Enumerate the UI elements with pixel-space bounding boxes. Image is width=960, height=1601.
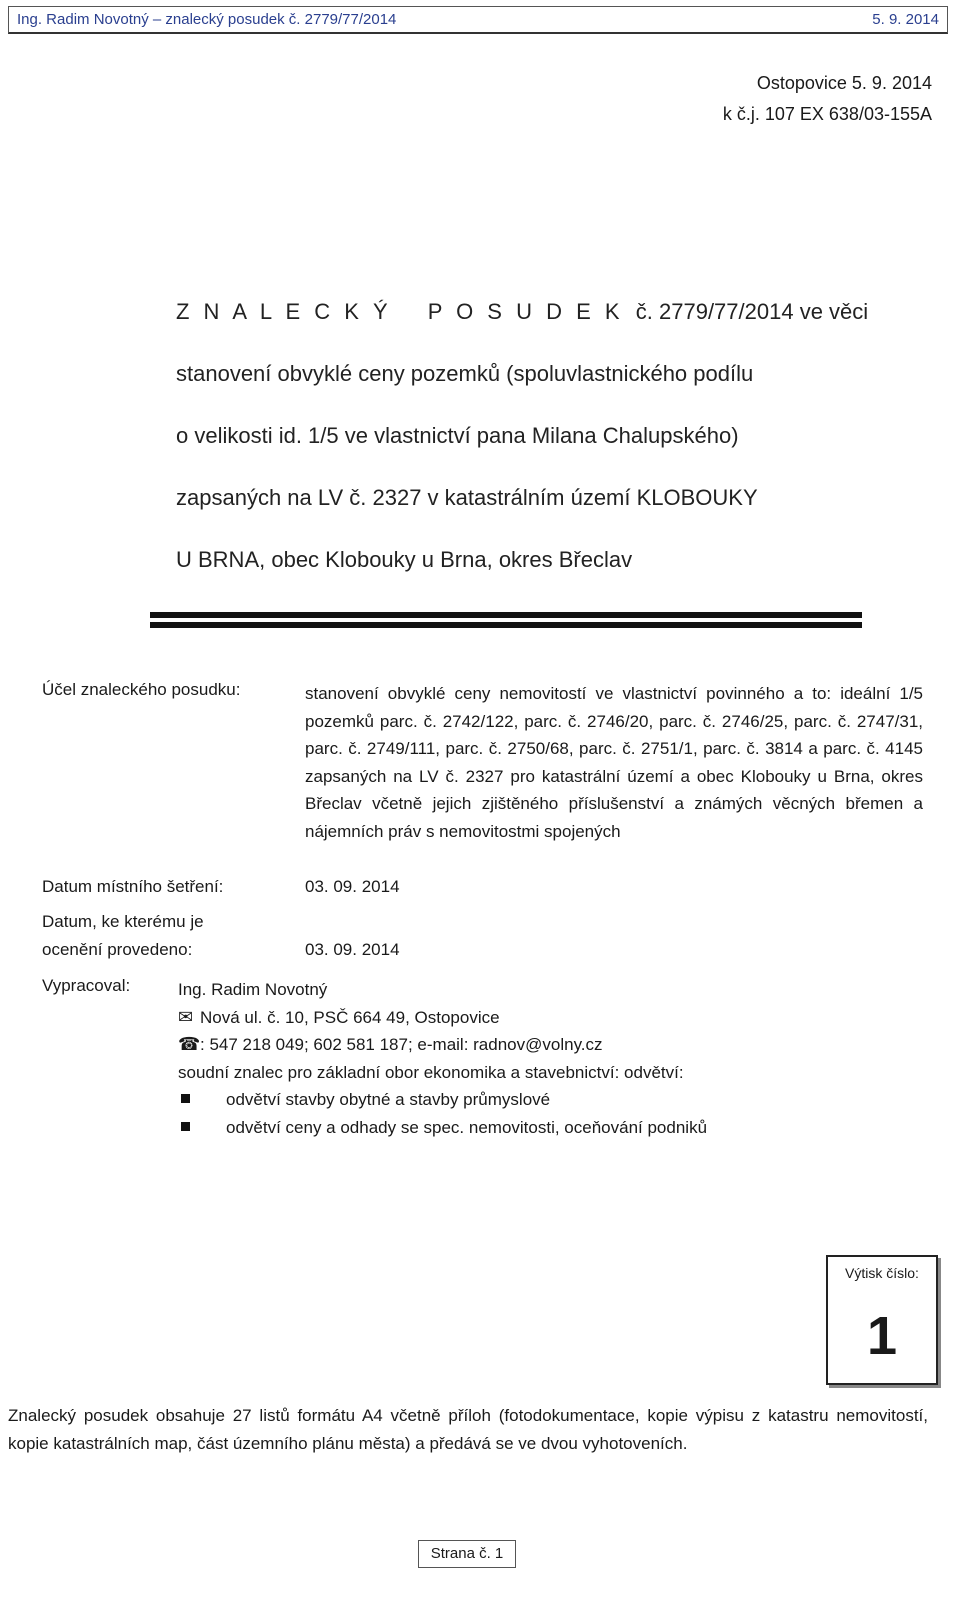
contact-line xyxy=(178,1031,878,1059)
field-text: odvětví stavby obytné a stavby průmyslové xyxy=(226,1090,551,1109)
telephone-icon: ☎ xyxy=(178,1034,201,1054)
title-line-1 xyxy=(176,292,869,354)
list-item xyxy=(178,1086,878,1114)
place-date-line: Ostopovice 5. 9. 2014 xyxy=(756,73,932,93)
prepared-by-label: Vypracoval: xyxy=(42,976,131,995)
title-word-posudek: P O S U D E K xyxy=(427,299,624,324)
envelope-icon: ✉ xyxy=(178,1006,194,1027)
valuation-date-label-1: Datum, ke kterému je xyxy=(42,912,204,931)
list-item xyxy=(178,1114,878,1142)
survey-date-label: Datum místního šetření: xyxy=(42,877,224,896)
expert-name: Ing. Radim Novotný xyxy=(178,980,328,999)
contact-text: : 547 218 049; 602 581 187; e-mail: radnov@volny.cz xyxy=(200,1035,603,1054)
header-title: Ing. Radim Novotný – znalecký posudek č. 2779/77/2014 xyxy=(17,11,397,28)
copy-number-value: 1 xyxy=(866,1306,898,1366)
page-header xyxy=(8,6,948,34)
copy-number-box xyxy=(826,1255,938,1385)
title-line-3: o velikosti id. 1/5 ve vlastnictví pana Milana Chalupského) xyxy=(176,423,739,448)
purpose-text: stanovení obvyklé ceny nemovitostí ve vlastnictví povinného a to: ideální 1/5 pozemků parc. č. 2742/122, parc. č. 2746/20, parc. č. 2746/25, parc. č. 2747/31, parc. č. 2749/111, parc. č. 2750/68, parc. č. 2751/1, parc. č. 3814 a parc. č. 4145 zapsaných na LV č. 2327 pro katastrální území a obec Klobouky u Brna, okres Břeclav včetně jejich zjištěného příslušenství a známých věcných břemen a nájemních práv s nemovitostmi spojených xyxy=(305,684,923,841)
valuation-date-value: 03. 09. 2014 xyxy=(305,940,400,959)
address-line xyxy=(178,1004,878,1032)
title-word-znalecky: Z N A L E C K Ý xyxy=(176,299,392,324)
document-title xyxy=(176,292,869,602)
purpose-label: Účel znaleckého posudku: xyxy=(42,680,241,699)
title-line-4: zapsaných na LV č. 2327 v katastrálním území KLOBOUKY xyxy=(176,485,758,510)
field-text: odvětví ceny a odhady se spec. nemovitosti, oceňování podniků xyxy=(226,1117,708,1137)
address-text: Nová ul. č. 10, PSČ 664 49, Ostopovice xyxy=(200,1007,500,1027)
valuation-date-label-2: ocenění provedeno: xyxy=(42,940,193,959)
page-number: Strana č. 1 xyxy=(418,1540,516,1568)
document-summary: Znalecký posudek obsahuje 27 listů formátu A4 včetně příloh (fotodokumentace, kopie výpisu z katastru nemovitostí, kopie katastrálních map, část územního plánu města) a předává se ve dvou vyhotoveních. xyxy=(8,1406,928,1453)
expert-role: soudní znalec pro základní obor ekonomika a stavebnictví: odvětví: xyxy=(178,1062,684,1082)
survey-date-value: 03. 09. 2014 xyxy=(305,877,400,896)
title-number: č. 2779/77/2014 ve věci xyxy=(635,299,869,324)
double-divider xyxy=(150,612,862,628)
copy-number-label: Výtisk číslo: xyxy=(845,1265,919,1281)
bullet-square-icon xyxy=(181,1094,190,1103)
prepared-by-block xyxy=(178,976,878,1141)
place-and-date xyxy=(723,68,932,130)
bullet-square-icon xyxy=(181,1122,190,1131)
title-line-2: stanovení obvyklé ceny pozemků (spoluvlastnického podílu xyxy=(176,361,754,386)
title-line-5: U BRNA, obec Klobouky u Brna, okres Břeclav xyxy=(176,547,633,572)
header-date: 5. 9. 2014 xyxy=(872,11,939,28)
reference-number: k č.j. 107 EX 638/03-155A xyxy=(722,104,932,124)
